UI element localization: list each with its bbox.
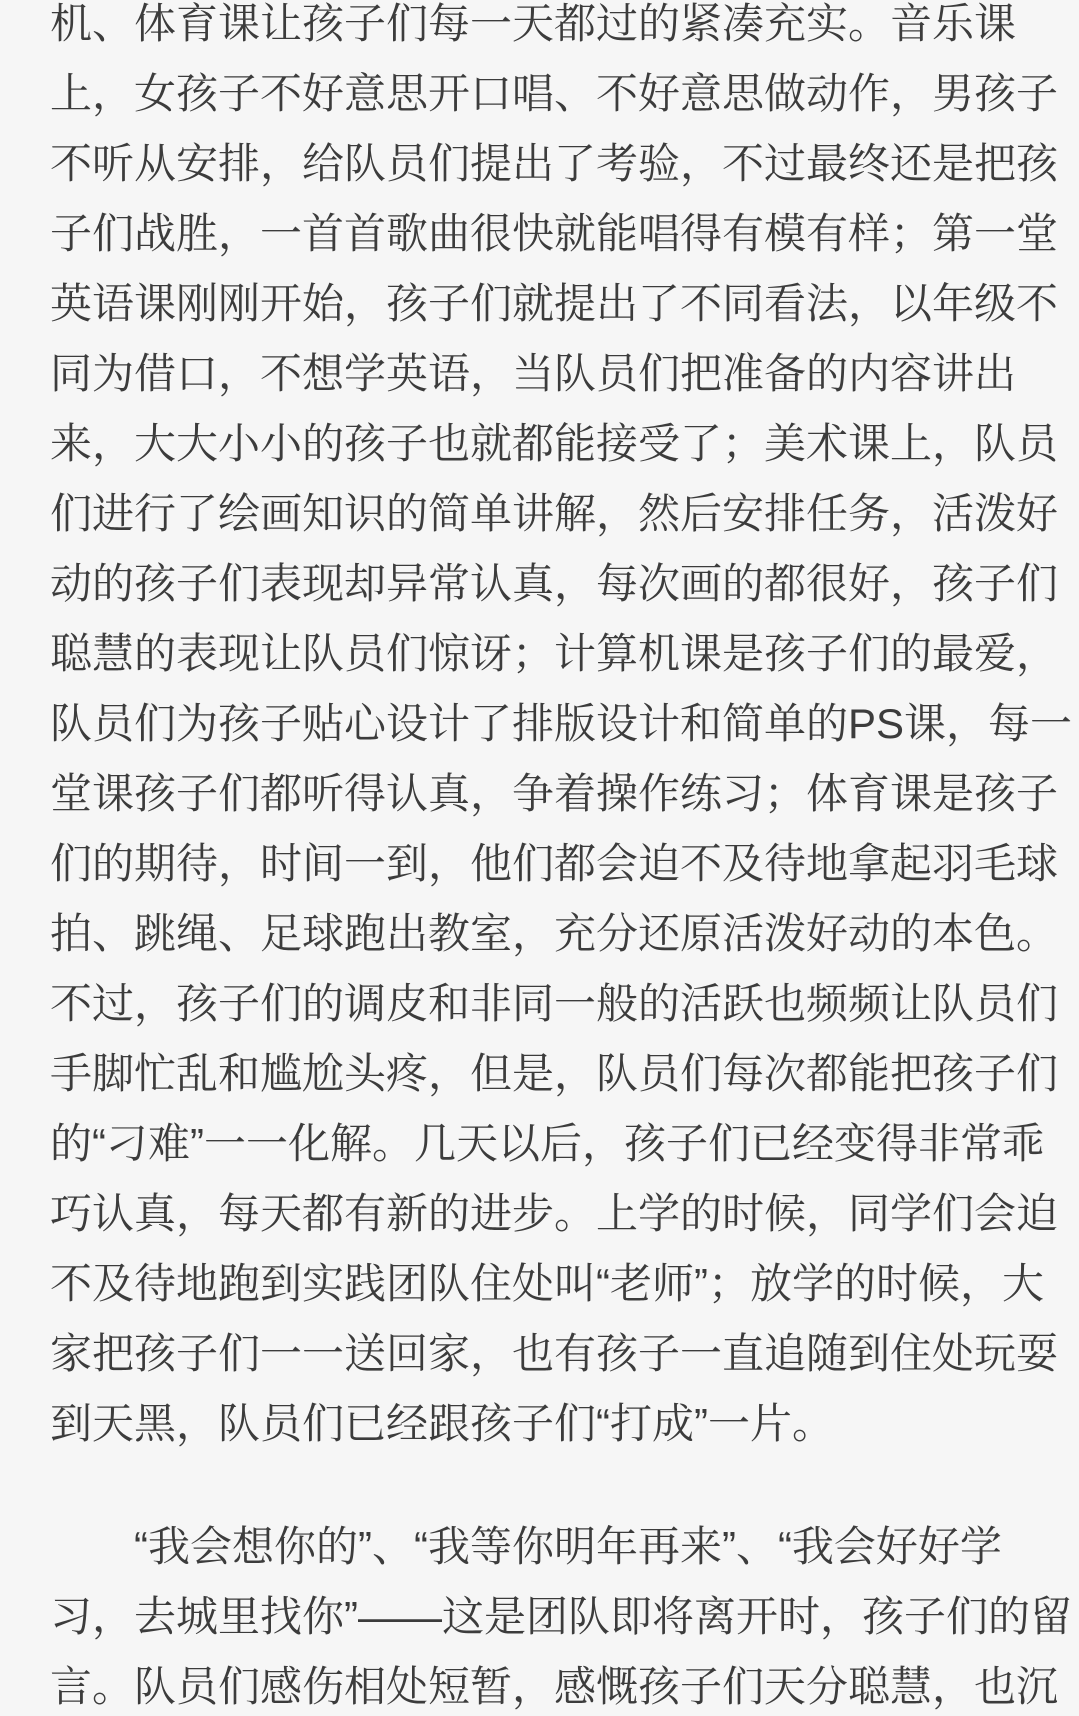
text-line: 来，大大小小的孩子也就都能接受了；美术课上，队员 — [50, 420, 1059, 467]
text-line: 巧认真，每天都有新的进步。上学的时候，同学们会迫 — [50, 1190, 1059, 1237]
text-line: 不听从安排，给队员们提出了考验，不过最终还是把孩 — [50, 140, 1059, 187]
text-line: 上，女孩子不好意思开口唱、不好意思做动作，男孩子 — [50, 70, 1059, 117]
text-line: 们进行了绘画知识的简单讲解，然后安排任务，活泼好 — [50, 490, 1059, 537]
text-line: “我会想你的”、“我等你明年再来”、“我会好好学 — [134, 1523, 1002, 1570]
text-line: 们的期待，时间一到，他们都会迫不及待地拿起羽毛球 — [50, 840, 1059, 887]
text-line: 言。队员们感伤相处短暂，感慨孩子们天分聪慧，也沉 — [50, 1663, 1059, 1710]
text-line: 队员们为孩子贴心设计了排版设计和简单的PS课，每一 — [50, 700, 1073, 747]
text-line: 动的孩子们表现却异常认真，每次画的都很好，孩子们 — [50, 560, 1059, 607]
text-line: 家把孩子们一一送回家，也有孩子一直追随到住处玩耍 — [50, 1330, 1059, 1377]
text-line: 拍、跳绳、足球跑出教室，充分还原活泼好动的本色。 — [50, 910, 1059, 957]
text-line: 同为借口，不想学英语，当队员们把准备的内容讲出 — [50, 350, 1017, 397]
text-line: 不及待地跑到实践团队住处叫“老师”；放学的时候，大 — [50, 1260, 1044, 1307]
text-line: 聪慧的表现让队员们惊讶；计算机课是孩子们的最爱， — [50, 630, 1059, 677]
text-line: 的“刁难”一一化解。几天以后，孩子们已经变得非常乖 — [50, 1120, 1044, 1167]
text-line: 堂课孩子们都听得认真，争着操作练习；体育课是孩子 — [50, 770, 1059, 817]
text-line: 英语课刚刚开始，孩子们就提出了不同看法，以年级不 — [50, 280, 1059, 327]
paragraph — [50, 0, 1073, 1459]
text-line: 到天黑，队员们已经跟孩子们“打成”一片。 — [50, 1400, 834, 1447]
text-line: 手脚忙乱和尴尬头疼，但是，队员们每次都能把孩子们 — [50, 1050, 1059, 1097]
text-line: 机、体育课让孩子们每一天都过的紧凑充实。音乐课 — [50, 0, 1017, 47]
text-line: 不过，孩子们的调皮和非同一般的活跃也频频让队员们 — [50, 980, 1059, 1027]
text-line: 子们战胜，一首首歌曲很快就能唱得有模有样；第一堂 — [50, 210, 1059, 257]
paragraph — [50, 1512, 1072, 1716]
text-line: 习，去城里找你”——这是团队即将离开时，孩子们的留 — [50, 1593, 1072, 1640]
